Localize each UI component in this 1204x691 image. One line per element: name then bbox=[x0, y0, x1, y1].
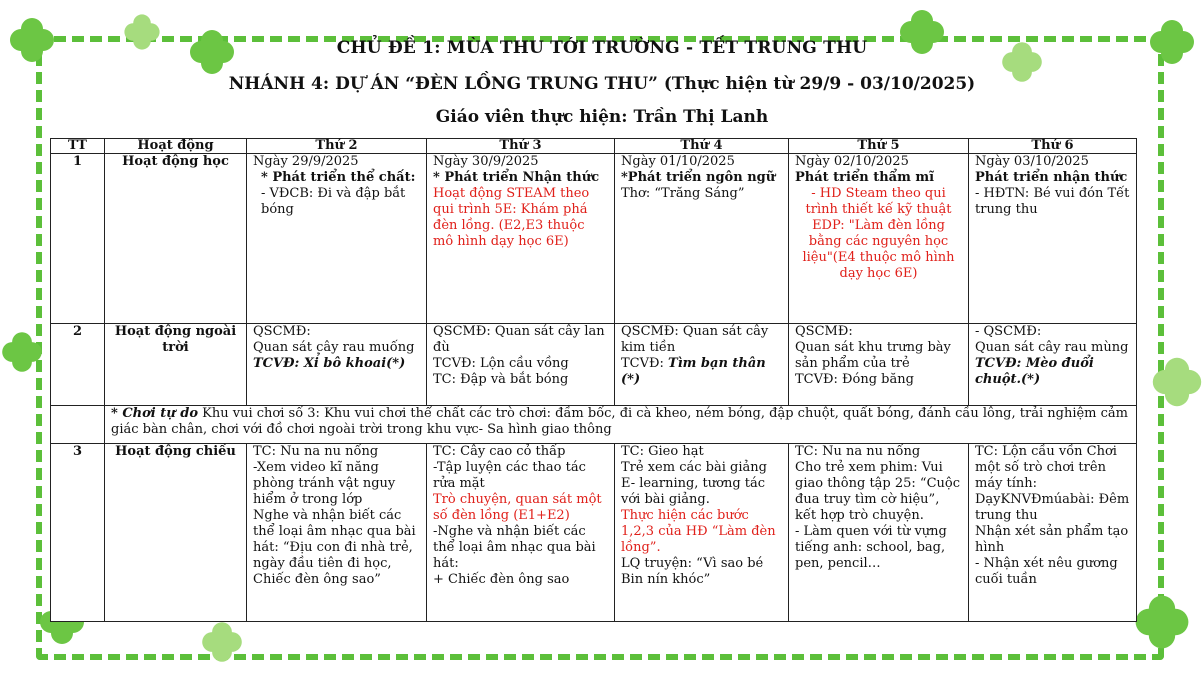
cell-wed bbox=[615, 154, 789, 324]
cell-text: - HĐTN: Bé vui đón Tết trung thu bbox=[975, 186, 1130, 217]
activity-name: Hoạt động học bbox=[105, 154, 247, 324]
cell-text-red: Hoạt động STEAM theo qui trình 5E: Khám phá đèn lồng. (E2,E3 thuộc mô hình dạy học 6E) bbox=[433, 186, 590, 249]
cell-heading: *Phát triển ngôn ngữ bbox=[621, 170, 776, 185]
cell-text: TC: Lộn cầu vồn Chơi một số trò chơi trên máy tính: bbox=[975, 444, 1117, 491]
cell-text: TC: Nu na nu nống bbox=[795, 444, 921, 459]
game-label: TCVĐ: bbox=[621, 356, 664, 371]
cell-fri bbox=[969, 444, 1137, 622]
cell-heading: * Phát triển Nhận thức bbox=[433, 170, 600, 185]
cell-wed bbox=[615, 324, 789, 406]
col-header: Thứ 3 bbox=[427, 139, 615, 154]
cell-text: -Tập luyện các thao tác rửa mặt bbox=[433, 460, 586, 491]
cell-text: - QSCMĐ: bbox=[975, 324, 1042, 339]
cell-date: Ngày 03/10/2025 bbox=[975, 154, 1089, 169]
cell-heading: Phát triển nhận thức bbox=[975, 170, 1128, 185]
cell-text: -Nghe và nhận biết các thể loại âm nhạc qua bài hát: bbox=[433, 524, 596, 571]
cell-date: Ngày 01/10/2025 bbox=[621, 154, 735, 169]
game-label: TCVĐ: bbox=[253, 356, 300, 371]
free-play-text: Khu vui chơi số 3: Khu vui chơi thể chất các trò chơi: đầm bốc, đi cà kheo, ném bóng, đập chuột, quất bóng, đánh cầu lông, trải nghiệm cảm giác bàn chân, chơi với đồ chơi ngoài trời trong khu vực- Sa hình giao thông bbox=[111, 406, 1128, 437]
cell-text: DạyKNVĐmúabài: Đêm trung thu bbox=[975, 492, 1130, 523]
row-number: 3 bbox=[51, 444, 105, 622]
cell-text: Nhận xét sản phẩm tạo hình bbox=[975, 524, 1129, 555]
cell-thu bbox=[789, 324, 969, 406]
col-header: Thứ 4 bbox=[615, 139, 789, 154]
cell-text: Quan sát cây rau mùng bbox=[975, 340, 1129, 355]
schedule-table bbox=[50, 138, 1137, 622]
cell-date: Ngày 02/10/2025 bbox=[795, 154, 909, 169]
game-label: TCVĐ: bbox=[975, 356, 1022, 371]
cell-mon bbox=[247, 154, 427, 324]
cell-text-red: Trò chuyện, quan sát một số đèn lồng (E1+E2) bbox=[433, 492, 602, 523]
cell-text: Quan sát cây rau muống bbox=[253, 340, 415, 355]
cell-tue bbox=[427, 444, 615, 622]
cell-fri bbox=[969, 154, 1137, 324]
free-play-cell bbox=[105, 406, 1137, 444]
cell-fri bbox=[969, 324, 1137, 406]
game-name: Mèo đuổi chuột.(*) bbox=[975, 356, 1094, 387]
clover-icon bbox=[1153, 358, 1201, 406]
cell-tue bbox=[427, 154, 615, 324]
cell-text: TC: Đập và bắt bóng bbox=[433, 372, 569, 387]
cell-mon bbox=[247, 324, 427, 406]
cell-text: QSCMĐ: bbox=[795, 324, 853, 339]
cell-date: Ngày 29/9/2025 bbox=[253, 154, 359, 169]
cell-text: Nghe và nhận biết các thể loại âm nhạc qua bài hát: “Địu con đi nhà trẻ, ngày đầu tiên đi học, Chiếc đèn ông sao” bbox=[253, 508, 416, 587]
table-row bbox=[51, 324, 1137, 406]
cell-wed bbox=[615, 444, 789, 622]
cell-text: + Chiếc đèn ông sao bbox=[433, 572, 570, 587]
cell-text: Cho trẻ xem phim: Vui giao thông tập 25: “Cuộc đua truy tìm cờ hiệu”, kết hợp trò chuyện. bbox=[795, 460, 960, 523]
branch-title: NHÁNH 4: DỰ ÁN “ĐÈN LỒNG TRUNG THU” (Thực hiện từ 29/9 - 03/10/2025) bbox=[228, 74, 976, 94]
cell-text: - VĐCB: Đi và đập bắt bóng bbox=[261, 186, 406, 217]
cell-text-red: Thực hiện các bước 1,2,3 của HĐ “Làm đèn lồng”. bbox=[621, 508, 776, 555]
teacher-name: Giáo viên thực hiện: Trần Thị Lanh bbox=[435, 107, 769, 127]
cell-text: TC: Cây cao cỏ thấp bbox=[433, 444, 566, 459]
cell-thu bbox=[789, 444, 969, 622]
game-name: Tìm bạn thân (*) bbox=[621, 356, 766, 387]
cell-heading: * Phát triển thể chất: bbox=[261, 170, 416, 185]
table-row bbox=[51, 154, 1137, 324]
table-row bbox=[51, 444, 1137, 622]
cell-text: QSCMĐ: bbox=[253, 324, 311, 339]
cell-text: QSCMĐ: Quan sát cây lan đù bbox=[433, 324, 605, 355]
cell-text: TCVĐ: Đóng băng bbox=[795, 372, 914, 387]
cell-text: TC: Nu na nu nống bbox=[253, 444, 379, 459]
col-header: Thứ 5 bbox=[789, 139, 969, 154]
cell-heading: Phát triển thẩm mĩ bbox=[795, 170, 935, 185]
game-name: Xỉ bô khoai(*) bbox=[303, 356, 406, 371]
cell-text: QSCMĐ: Quan sát cây kim tiền bbox=[621, 324, 769, 355]
clover-icon bbox=[1136, 596, 1189, 649]
cell-text: - Làm quen với từ vựng tiếng anh: school, bag, pen, pencil… bbox=[795, 524, 947, 571]
cell-text: LQ truyện: “Vì sao bé Bin nín khóc” bbox=[621, 556, 764, 587]
col-header: Thứ 2 bbox=[247, 139, 427, 154]
activity-name: Hoạt động chiều bbox=[105, 444, 247, 622]
cell-thu bbox=[789, 154, 969, 324]
free-play-label: * Chơi tự do bbox=[111, 406, 199, 421]
cell-text: -Xem video kĩ năng phòng tránh vật nguy hiểm ở trong lớp bbox=[253, 460, 396, 507]
cell-text: Thơ: “Trăng Sáng” bbox=[621, 186, 745, 201]
clover-icon bbox=[202, 622, 242, 662]
cell-text: - Nhận xét nêu gương cuối tuần bbox=[975, 556, 1118, 587]
row-number: 2 bbox=[51, 324, 105, 406]
table-header-row bbox=[51, 139, 1137, 154]
cell-mon bbox=[247, 444, 427, 622]
col-header: TT bbox=[51, 139, 105, 154]
cell-text-red: - HD Steam theo qui trình thiết kế kỹ thuật EDP: "Làm đèn lồng bằng các nguyên học liệu"(E4 thuộc mô hình dạy học 6E) bbox=[802, 186, 955, 281]
cell-tue bbox=[427, 324, 615, 406]
activity-name: Hoạt động ngoài trời bbox=[105, 324, 247, 406]
clover-icon bbox=[2, 332, 42, 372]
col-header: Hoạt động bbox=[105, 139, 247, 154]
cell-text: Quan sát khu trưng bày sản phẩm của trẻ bbox=[795, 340, 951, 371]
cell-text: Trẻ xem các bài giảng E- learning, tương tác với bài giảng. bbox=[621, 460, 767, 507]
theme-title: CHỦ ĐỀ 1: MÙA THU TỚI TRƯỜNG - TẾT TRUNG THU bbox=[336, 38, 868, 58]
col-header: Thứ 6 bbox=[969, 139, 1137, 154]
cell-date: Ngày 30/9/2025 bbox=[433, 154, 539, 169]
cell-text: TCVĐ: Lộn cầu vồng bbox=[433, 356, 569, 371]
row-number: 1 bbox=[51, 154, 105, 324]
cell-text: TC: Gieo hạt bbox=[621, 444, 704, 459]
table-row-free-play bbox=[51, 406, 1137, 444]
